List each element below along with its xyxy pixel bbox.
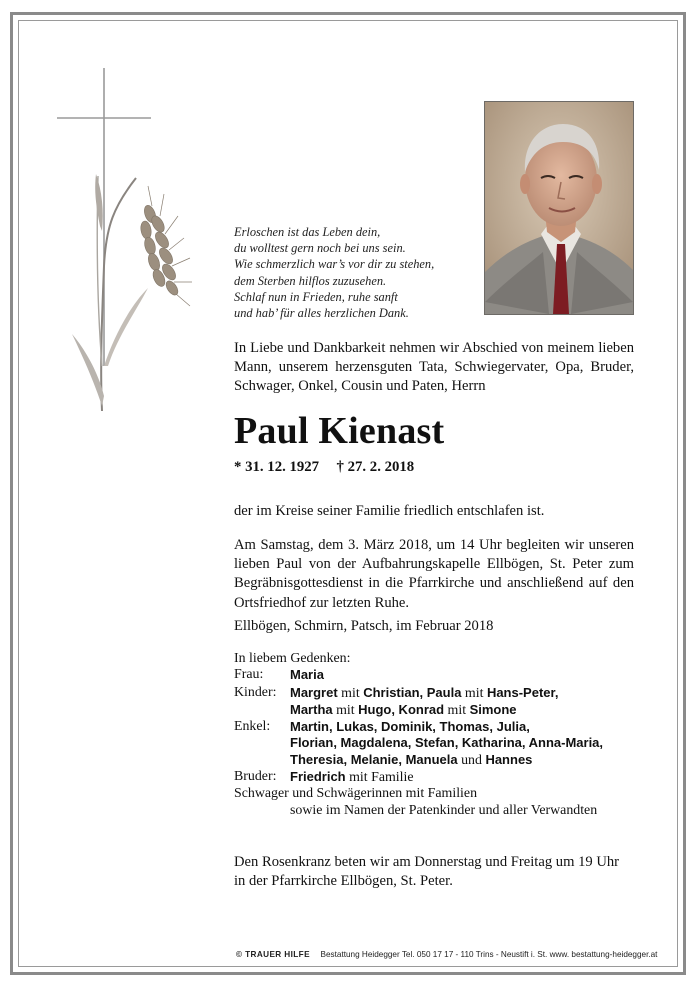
family-name: Florian, Magdalena, Stefan, Katharina, Anna-Maria, [290,735,604,751]
poem-line: Schlaf nun in Frieden, ruhe sanft [234,289,398,304]
family-label: Bruder: [234,769,277,785]
family-name: Hannes [485,751,533,767]
family-list [234,651,644,819]
family-label: Enkel: [234,719,271,735]
family-row-kinder [234,685,644,702]
poem-line: und hab’ für alles herzlichen Dank. [234,306,409,321]
family-label: Kinder: [234,684,277,700]
rosary-text: Den Rosenkranz beten wir am Donnerstag und Freitag um 19 Uhr in der Pfarrkirche Ellbögen, St. Peter. [234,854,620,889]
family-connector: mit Familie [349,770,414,786]
family-connector: mit [447,702,467,718]
poem-line: Wie schmerzlich war’s vor dir zu stehen, [234,257,435,272]
poem-line: dem Sterben hilflos zuzusehen. [234,273,387,288]
portrait-photo [484,101,634,315]
family-name: Martin, Lukas, Dominik, Thomas, Julia, [290,719,530,735]
family-row-enkel-3 [234,752,644,769]
family-row-kinder-2 [234,702,644,719]
family-row-bruder [234,769,644,786]
family-connector: mit [341,685,360,701]
trauer-hilfe-logo: © TRAUER HILFE [236,950,310,959]
family-name: Hans-Peter, [486,684,559,700]
deceased-name: Paul Kienast [234,410,445,452]
intro-text: In Liebe und Dankbarkeit nehmen wir Abschied von meinem lieben Mann, unserem herzensguten Tata, Schwiegervater, Opa, Bruder, Schwager, Onkel, Cousin und Paten, Herrn [234,340,634,395]
family-name: Martha [290,701,333,717]
death-date: † 27. 2. 2018 [336,459,415,475]
cross-wheat-icon [52,66,197,416]
place-date: Ellbögen, Schmirn, Patsch, im Februar 2018 [234,618,494,634]
family-row-frau [234,667,644,684]
family-heading: In liebem Gedenken: [234,651,351,666]
family-connector: mit [464,685,484,701]
birth-date: * 31. 12. 1927 [234,459,320,475]
life-dates [234,459,414,476]
family-name: Maria [290,667,324,683]
family-name: Friedrich [290,769,346,785]
family-schwager: Schwager und Schwägerinnen mit Familien [234,786,478,802]
family-name: Margret [290,684,338,700]
family-connector: mit [336,702,355,718]
family-name: Simone [469,701,517,717]
family-row-enkel [234,719,644,735]
passed-text: der im Kreise seiner Familie friedlich entschlafen ist. [234,503,545,519]
poem [234,224,474,321]
poem-line: Erloschen ist das Leben dein, [234,225,381,239]
family-name: Christian, Paula [363,684,462,700]
footer-text: Bestattung Heidegger Tel. 050 17 17 - 110 Trins - Neustift i. St. www. bestattung-heidegger.at [320,950,658,959]
poem-line: du wolltest gern noch bei uns sein. [234,241,406,256]
family-paten: sowie im Namen der Patenkinder und aller Verwandten [290,802,598,818]
family-label: Frau: [234,667,264,683]
family-name: Theresia, Melanie, Manuela [290,751,458,767]
family-connector: und [461,752,482,768]
footer [236,950,657,959]
funeral-text: Am Samstag, dem 3. März 2018, um 14 Uhr begleiten wir unseren lieben Paul von der Aufbahrungskapelle Ellbögen, St. Peter zum Begräbnisgottesdienst in die Pfarrkirche und anschließend auf den Ortsfriedhof zur letzten Ruhe. [234,537,634,611]
family-name: Hugo, Konrad [358,701,445,717]
